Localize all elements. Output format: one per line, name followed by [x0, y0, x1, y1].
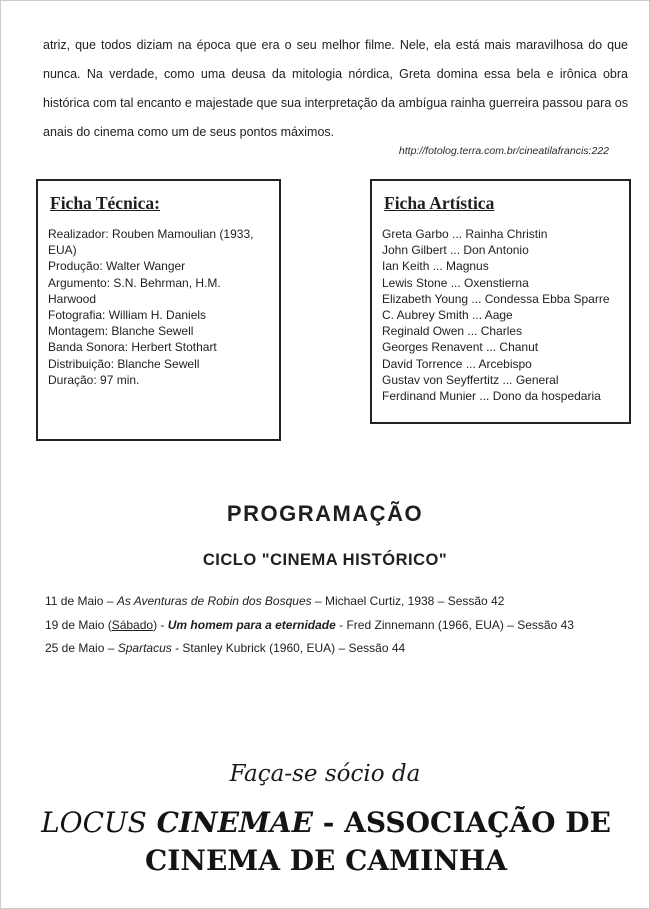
session-date: 19 de Maio ( — [45, 617, 112, 632]
association-name-locus: LOCUS — [41, 806, 147, 839]
ficha-tecnica-body — [48, 226, 269, 388]
ficha-artistica-box — [370, 179, 631, 424]
ficha-artistica-title: Ficha Artística — [384, 193, 495, 213]
cast-line: Reginald Owen ... Charles — [382, 324, 523, 339]
cast-line: Gustav von Seyffertitz ... General — [382, 372, 559, 387]
ficha-tecnica-title: Ficha Técnica: — [50, 193, 161, 213]
session-details: - Stanley Kubrick (1960, EUA) – Sessão 44 — [171, 641, 406, 655]
cast-line: Greta Garbo ... Rainha Christin — [382, 227, 548, 241]
session-line — [45, 614, 629, 638]
session-date: 25 de Maio – — [45, 641, 118, 655]
credit-line: Banda Sonora: Herbert Stothart — [48, 340, 217, 355]
source-url: http://fotolog.terra.com.br/cineatilafrancis:222 — [398, 145, 609, 157]
film-title: Spartacus — [117, 641, 172, 655]
credit-line: Argumento: S.N. Behrman, H.M. Harwood — [48, 275, 221, 306]
session-line — [45, 590, 629, 614]
ficha-tecnica-box — [36, 179, 281, 441]
cast-line: John Gilbert ... Don Antonio — [382, 243, 529, 258]
credit-line: Fotografia: William H. Daniels — [48, 308, 207, 323]
intro-paragraph: atriz, que todos diziam na época que era o seu melhor filme. Nele, ela está mais maravilhosa do que nunca. Na verdade, como uma deusa da mitologia nórdica, Greta domina essa bela e irônica obra histórica com tal encanto e majestade que sua interpretação da ambígua rainha guerreira passou para os anais do cinema como um de seus pontos máximos. — [43, 38, 628, 139]
session-line — [45, 637, 629, 661]
session-details: - Fred Zinnemann (1966, EUA) – Sessão 43 — [335, 617, 574, 632]
cast-line: David Torrence ... Arcebispo — [382, 356, 532, 371]
ficha-artistica-body — [382, 226, 619, 404]
credit-line: Montagem: Blanche Sewell — [48, 324, 194, 339]
cast-line: Elizabeth Young ... Condessa Ebba Sparre — [382, 291, 610, 306]
credit-line: Duração: 97 min. — [48, 372, 140, 387]
association-name-cinemae: CINEMAE — [156, 806, 313, 839]
cast-line: Georges Renavent ... Chanut — [382, 340, 539, 355]
cast-line: Ferdinand Munier ... Dono da hospedaria — [382, 389, 601, 404]
association-name-rest: - ASSOCIAÇÃO DE CINEMA DE CAMINHA — [144, 806, 611, 877]
program-heading: PROGRAMAÇÃO — [226, 501, 424, 526]
session-weekday: Sábado — [111, 617, 154, 632]
cast-line: C. Aubrey Smith ... Aage — [382, 308, 513, 323]
credit-line: Realizador: Rouben Mamoulian (1933, EUA) — [48, 227, 254, 258]
session-details: – Michael Curtiz, 1938 – Sessão 42 — [311, 594, 505, 608]
film-title: As Aventuras de Robin dos Bosques — [116, 594, 312, 608]
cast-line: Lewis Stone ... Oxenstierna — [382, 275, 529, 290]
program-cycle-subheading: CICLO "CINEMA HISTÓRICO" — [202, 551, 448, 569]
credit-line: Distribuição: Blanche Sewell — [48, 356, 200, 371]
program-session-list — [45, 590, 629, 661]
association-title — [26, 804, 626, 880]
membership-tagline: Faça-se sócio da — [229, 761, 421, 787]
cast-line: Ian Keith ... Magnus — [382, 259, 489, 274]
session-separator: ) - — [153, 617, 168, 632]
credit-line: Produção: Walter Wanger — [48, 259, 186, 274]
session-date: 11 de Maio – — [45, 594, 117, 608]
film-title: Um homem para a eternidade — [167, 617, 336, 632]
